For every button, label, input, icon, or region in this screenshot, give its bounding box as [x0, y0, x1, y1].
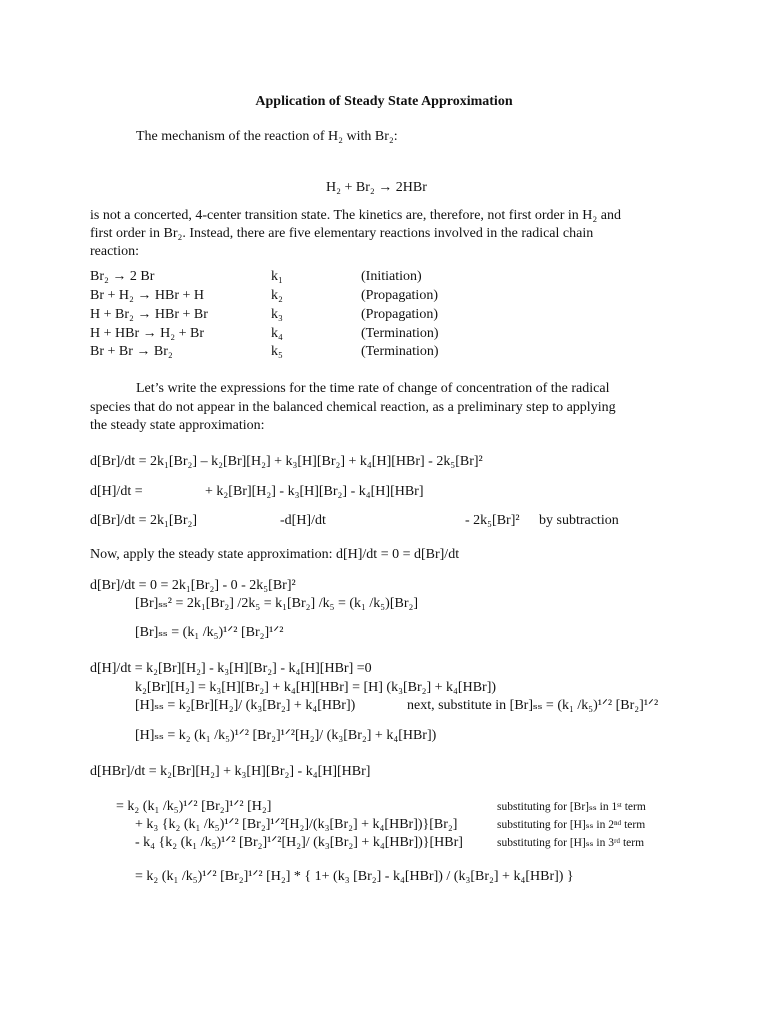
step-1-type: (Initiation): [361, 269, 422, 284]
br-steady-state-line-2: [Br]ₛₛ² = 2k₁[Br₂] /2k₅ = k₁[Br₂] /k₅ = (k₁ /k₅)[Br₂]: [135, 596, 419, 611]
step-1-reaction: Br₂ → 2 Br: [90, 269, 155, 284]
h-steady-state-line-2: k₂[Br][H₂] = k₃[H][Br₂] + k₄[H][HBr] = [H] (k₃[Br₂] + k₄[HBr]): [135, 680, 497, 695]
step-4-rate-constant: k₄: [271, 326, 283, 341]
step-3-reaction: H + Br₂ → HBr + Br: [90, 307, 208, 322]
h-steady-state-line-1: d[H]/dt = k₂[Br][H₂] - k₃[H][Br₂] - k₄[H][HBr] =0: [90, 661, 372, 676]
step-5-rate-constant: k₅: [271, 344, 283, 359]
step-4-type: (Termination): [361, 326, 439, 341]
equation-dH-dt-lhs: d[H]/dt =: [90, 484, 143, 499]
hbr-term-3-note: substituting for [H]ₛₛ in 3ʳᵈ term: [497, 837, 645, 849]
hbr-term-1-note: substituting for [Br]ₛₛ in 1ˢᵗ term: [497, 801, 646, 813]
subtraction-middle: -d[H]/dt: [280, 513, 326, 528]
paragraph-1-line-1: is not a concerted, 4-center transition state. The kinetics are, therefore, not first order in H₂ and: [90, 208, 621, 223]
steady-state-statement: Now, apply the steady state approximation: d[H]/dt = 0 = d[Br]/dt: [90, 547, 460, 562]
step-2-type: (Propagation): [361, 288, 438, 303]
step-5-type: (Termination): [361, 344, 439, 359]
step-3-rate-constant: k₃: [271, 307, 283, 322]
overall-reaction: H₂ + Br₂ → 2HBr: [326, 180, 427, 195]
paragraph-2-line-2: species that do not appear in the balanced chemical reaction, as a preliminary step to applying: [90, 400, 616, 415]
paragraph-1-line-3: reaction:: [90, 244, 139, 259]
br-steady-state-result: [Br]ₛₛ = (k₁ /k₅)¹ᐟ² [Br₂]¹ᐟ²: [135, 625, 284, 640]
substitution-note: next, substitute in [Br]ₛₛ = (k₁ /k₅)¹ᐟ² [Br₂]¹ᐟ²: [407, 698, 659, 713]
paragraph-2-line-1: Let’s write the expressions for the time rate of change of concentration of the radical: [136, 381, 610, 396]
subtraction-note: by subtraction: [539, 513, 619, 528]
hbr-term-2-note: substituting for [H]ₛₛ in 2ⁿᵈ term: [497, 819, 646, 831]
hbr-rate-equation: d[HBr]/dt = k₂[Br][H₂] + k₃[H][Br₂] - k₄[H][HBr]: [90, 764, 371, 779]
h-steady-state-result: [H]ₛₛ = k₂ (k₁ /k₅)¹ᐟ² [Br₂]¹ᐟ²[H₂]/ (k₃[Br₂] + k₄[HBr]): [135, 728, 437, 743]
subtraction-lhs: d[Br]/dt = 2k₁[Br₂]: [90, 513, 198, 528]
hbr-final-expression: = k₂ (k₁ /k₅)¹ᐟ² [Br₂]¹ᐟ² [H₂] * { 1+ (k₃ [Br₂] - k₄[HBr]) / (k₃[Br₂] + k₄[HBr]) }: [135, 869, 574, 884]
step-2-rate-constant: k₂: [271, 288, 283, 303]
step-5-reaction: Br + Br → Br₂: [90, 344, 173, 359]
hbr-term-1: = k₂ (k₁ /k₅)¹ᐟ² [Br₂]¹ᐟ² [H₂]: [116, 799, 272, 814]
subtraction-rhs: - 2k₅[Br]²: [465, 513, 520, 528]
paragraph-1-line-2: first order in Br₂. Instead, there are five elementary reactions involved in the radical chain: [90, 226, 594, 241]
intro-text: The mechanism of the reaction of H₂ with Br₂:: [136, 129, 398, 144]
hbr-term-3: - k₄ {k₂ (k₁ /k₅)¹ᐟ² [Br₂]¹ᐟ²[H₂]/ (k₃[Br₂] + k₄[HBr])}[HBr]: [135, 835, 463, 850]
step-2-reaction: Br + H₂ → HBr + H: [90, 288, 205, 303]
step-4-reaction: H + HBr → H₂ + Br: [90, 326, 205, 341]
hbr-term-2: + k₃ {k₂ (k₁ /k₅)¹ᐟ² [Br₂]¹ᐟ²[H₂]/(k₃[Br₂] + k₄[HBr])}[Br₂]: [135, 817, 458, 832]
paragraph-2-line-3: the steady state approximation:: [90, 418, 265, 433]
page-title: Application of Steady State Approximation: [255, 94, 513, 109]
h-steady-state-line-3: [H]ₛₛ = k₂[Br][H₂]/ (k₃[Br₂] + k₄[HBr]): [135, 698, 356, 713]
equation-dH-dt-rhs: + k₂[Br][H₂] - k₃[H][Br₂] - k₄[H][HBr]: [205, 484, 424, 499]
br-steady-state-line-1: d[Br]/dt = 0 = 2k₁[Br₂] - 0 - 2k₅[Br]²: [90, 578, 296, 593]
step-1-rate-constant: k₁: [271, 269, 283, 284]
step-3-type: (Propagation): [361, 307, 438, 322]
equation-dBr-dt: d[Br]/dt = 2k₁[Br₂] – k₂[Br][H₂] + k₃[H][Br₂] + k₄[H][HBr] - 2k₅[Br]²: [90, 454, 483, 469]
